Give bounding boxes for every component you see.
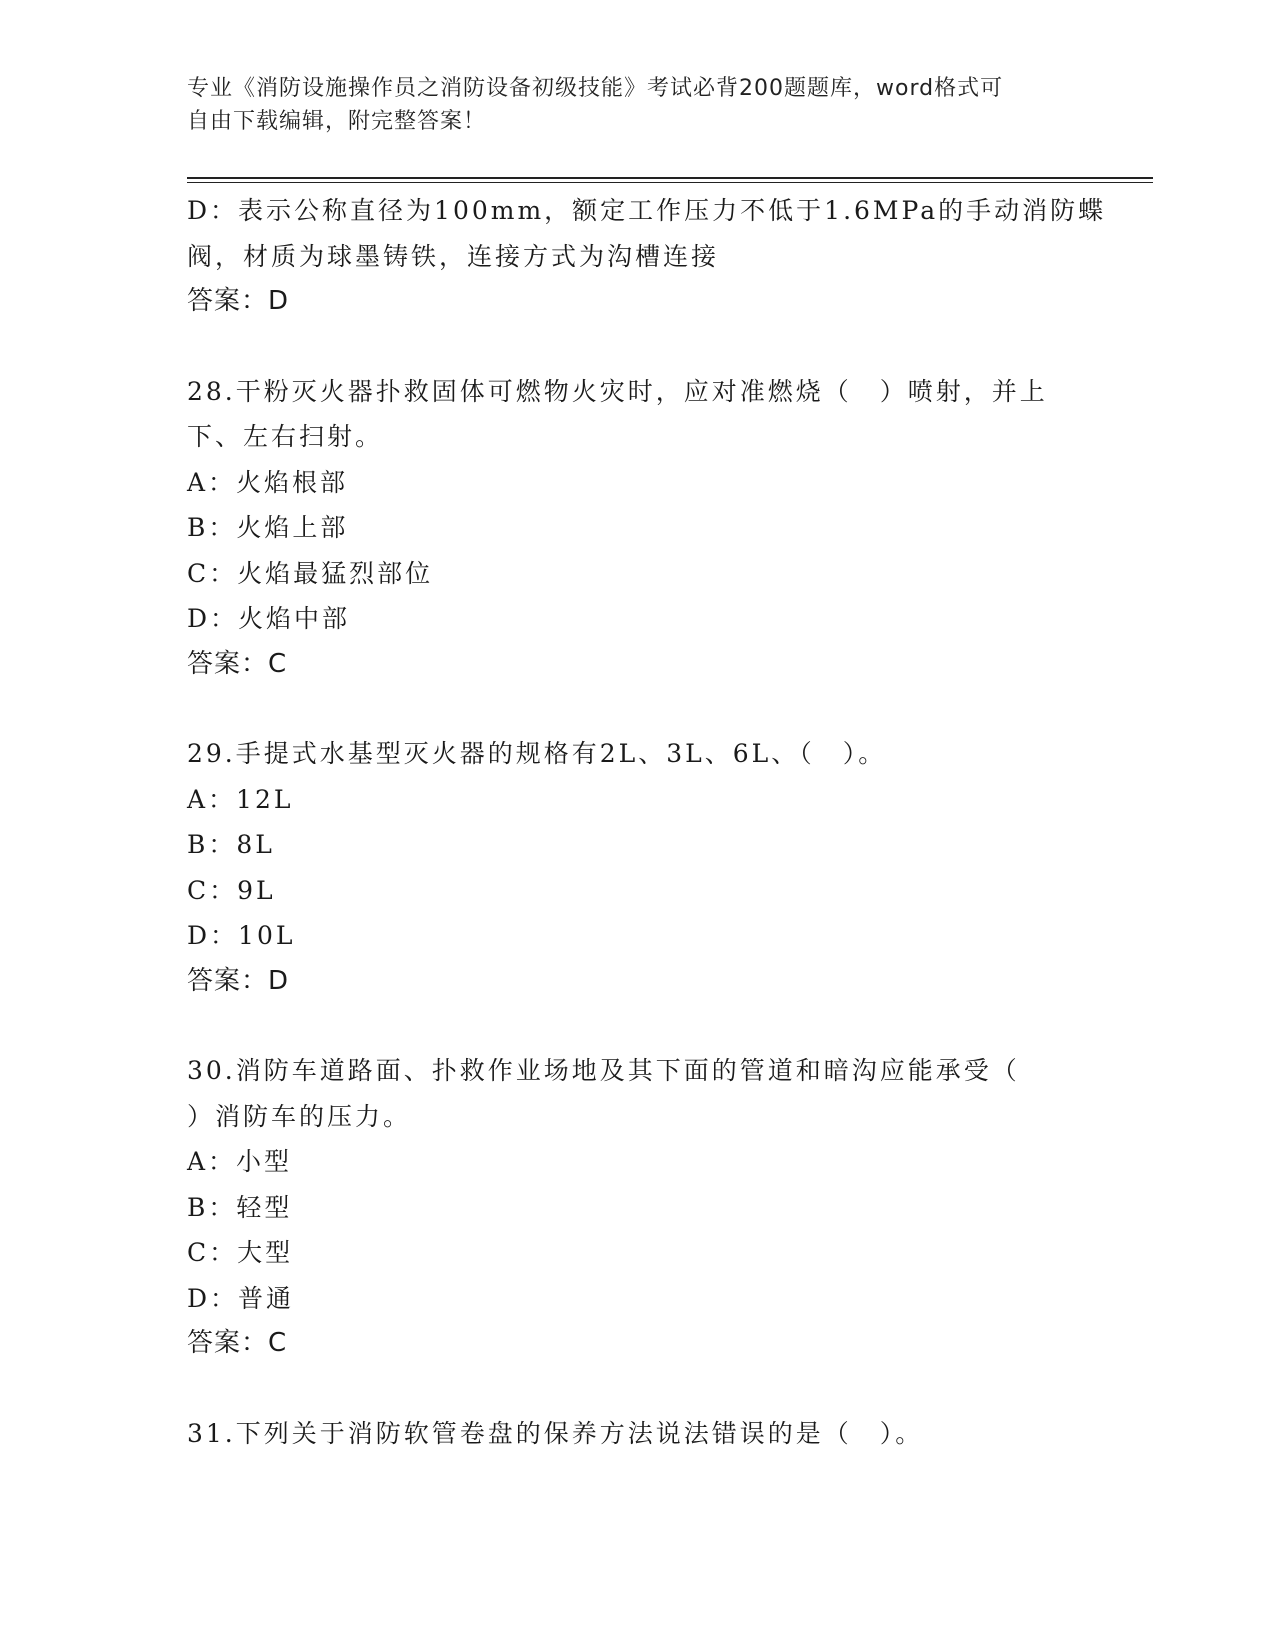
header-line-2: 自由下载编辑，附完整答案！ — [187, 109, 487, 134]
question-text-line: 28.干粉灭火器扑救固体可燃物火灾时，应对准燃烧（ ）喷射，并上 — [187, 376, 1048, 406]
option-b: B：8L — [187, 830, 275, 859]
spacer — [187, 687, 1087, 731]
option-d: D：10L — [187, 921, 296, 950]
option-d: D：普通 — [187, 1283, 295, 1313]
question-text-line: 29.手提式水基型灭火器的规格有2L、3L、6L、（ ）。 — [187, 739, 887, 768]
option-c: C：9L — [187, 875, 276, 905]
option-a: A：12L — [187, 784, 294, 814]
answer-line: 答案：C — [187, 648, 288, 679]
question-block — [187, 1048, 1087, 1367]
question-text-line: 30.消防车道路面、扑救作业场地及其下面的管道和暗沟应能承受（ — [187, 1056, 1020, 1085]
spacer — [187, 1367, 1087, 1411]
answer-line: 答案：D — [187, 286, 290, 316]
option-b: B：火焰上部 — [187, 513, 349, 542]
question-block — [187, 1411, 1087, 1457]
option-c: C：大型 — [187, 1238, 294, 1267]
question-text-line: D：表示公称直径为100mm，额定工作压力不低于1.6MPa的手动消防蝶 — [187, 196, 1107, 225]
question-block — [187, 731, 1087, 1004]
option-b: B：轻型 — [187, 1192, 293, 1222]
question-block — [187, 188, 1107, 325]
answer-line: 答案：D — [187, 965, 290, 996]
header-rule-thin — [187, 182, 1153, 183]
header-line-1: 专业《消防设施操作员之消防设备初级技能》考试必背200题题库，word格式可 — [187, 76, 1004, 101]
question-text-line: 阀，材质为球墨铸铁，连接方式为沟槽连接 — [187, 241, 720, 271]
header-rule-thick — [187, 177, 1153, 179]
question-text-line: 下、左右扫射。 — [187, 422, 384, 451]
document-body — [187, 188, 1107, 1456]
question-text-line: ）消防车的压力。 — [187, 1101, 412, 1131]
option-c: C：火焰最猛烈部位 — [187, 558, 434, 588]
option-a: A：火焰根部 — [187, 467, 349, 497]
question-text-line: 31.下列关于消防软管卷盘的保养方法说法错误的是（ ）。 — [187, 1418, 924, 1448]
option-a: A：小型 — [187, 1147, 293, 1176]
spacer — [187, 325, 1087, 369]
page-header — [187, 72, 1087, 138]
answer-line: 答案：C — [187, 1328, 288, 1358]
question-block — [187, 369, 1087, 688]
spacer — [187, 1004, 1087, 1048]
option-d: D：火焰中部 — [187, 604, 351, 633]
